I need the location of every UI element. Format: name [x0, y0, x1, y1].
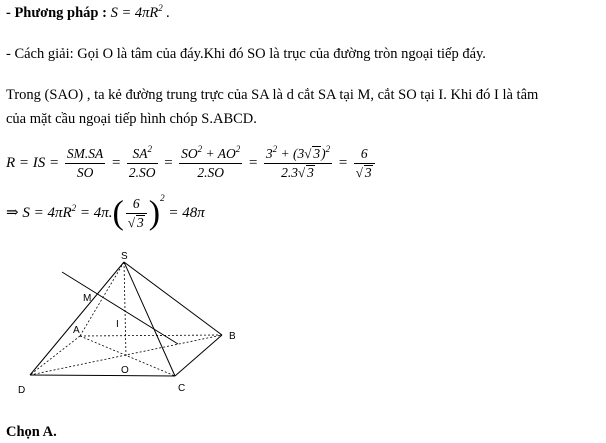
solution-line: - Cách giải: Gọi O là tâm của đáy.Khi đó SO là trục của đường tròn ngoại tiếp đáy.: [6, 46, 486, 62]
edge-dc: [30, 375, 175, 376]
fraction-1: $\frac{SM.SA}{SO}$: [66, 146, 104, 180]
answer: Chọn A.: [6, 424, 57, 440]
label-o: O: [121, 365, 129, 376]
fraction-6: $\frac{6}{√ 3}$: [126, 196, 147, 231]
radius-lhs: R = IS =: [6, 154, 60, 171]
label-s: S: [121, 251, 128, 262]
fraction-5: $\frac{6}{√ 3}$: [354, 146, 375, 181]
label-a: A: [73, 325, 80, 336]
edge-sb: [124, 262, 222, 335]
fraction-3: $\frac{SO^2 + AO^2}{2.SO}$: [181, 144, 241, 180]
label-b: B: [229, 331, 236, 342]
paragraph-line-2: của mặt cầu ngoại tiếp hình chóp S.ABCD.: [6, 111, 257, 127]
area-equation: ⇒ $S = 4\pi R^2 = 4\pi$.( $\frac{6}{√ 3}$ )$^2$ = 48π: [6, 192, 205, 232]
edge-ad: [30, 336, 80, 375]
edge-cb: [175, 335, 222, 376]
paragraph-line-1: Trong (SAO) , ta kẻ đường trung trực của SA là d cắt SA tại M, cắt SO tại I. Khi đó I là tâm: [6, 87, 539, 103]
label-d: D: [18, 385, 26, 396]
label-m: M: [83, 293, 92, 304]
edge-ab: [80, 335, 222, 336]
method-label: - Phương pháp :: [6, 5, 107, 21]
method-formula: $S = 4\pi R^2$ .: [110, 3, 170, 21]
label-i: I: [116, 319, 119, 330]
fraction-4: $\frac{3^2 + (3√ 3)^2}{2.3√ 3}$: [265, 144, 331, 180]
label-c: C: [178, 383, 186, 394]
fraction-2: $\frac{SA^2}{2.SO}$: [128, 144, 156, 180]
radius-equation: R = IS = $\frac{SM.SA}{SO}$ = $\frac{SA^2}{2.SO}$ = $\frac{SO^2 + AO^2}{2.SO}$ = $\frac{3^2 + (3√ 3)^2}{2.3√ 3}$ = $\frac{6}{√ 3}$: [6, 146, 377, 181]
edge-sc: [124, 262, 175, 376]
segment-so: [124, 262, 126, 357]
